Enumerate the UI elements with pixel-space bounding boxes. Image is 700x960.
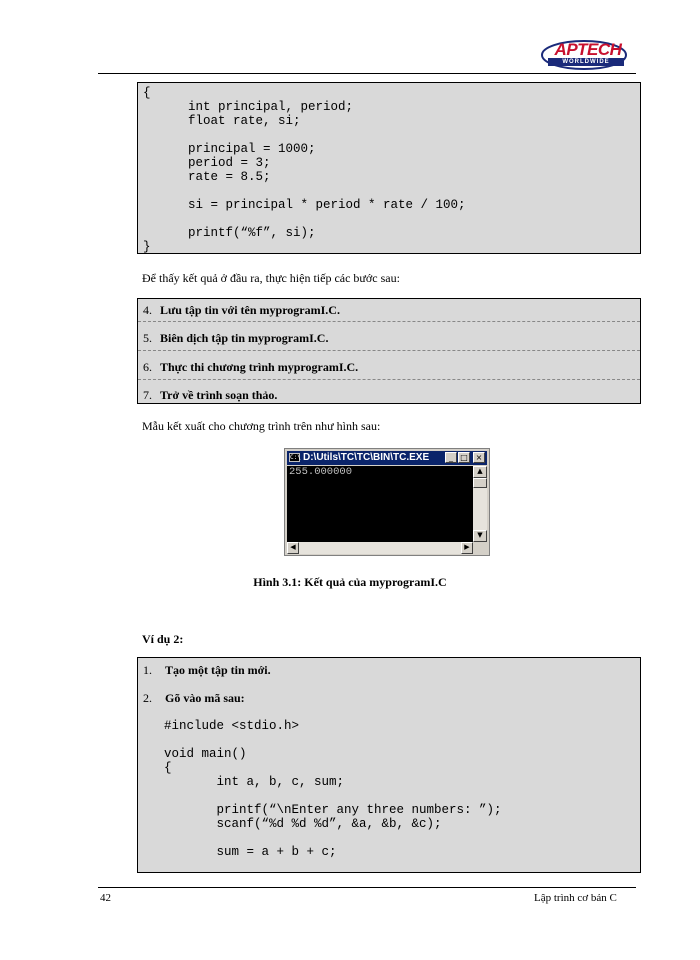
size-grip[interactable] [473, 542, 487, 554]
step-text: Biên dịch tập tin myprogramI.C. [160, 331, 329, 345]
step-divider [138, 321, 640, 322]
code-line: { [164, 761, 172, 775]
console-output: 255.000000 [289, 466, 353, 478]
step-number: 4. [143, 303, 152, 317]
steps-box-1 [137, 298, 641, 404]
logo-text: APTECH [554, 40, 622, 59]
code-line: void main() [164, 747, 247, 761]
code-line: rate = 8.5; [143, 170, 271, 184]
scroll-thumb[interactable] [473, 478, 487, 488]
step-item [143, 663, 271, 678]
step-number: 5. [143, 331, 152, 345]
scroll-down-icon[interactable]: ▼ [473, 530, 487, 542]
step-text: Gõ vào mã sau: [165, 691, 245, 705]
code-block-1 [137, 82, 641, 254]
console-screen [287, 466, 473, 542]
step-divider [138, 350, 640, 351]
step-item [143, 388, 277, 403]
console-app-icon: C:\ [290, 454, 301, 461]
page-number: 42 [100, 892, 111, 904]
step-text: Thực thi chương trình myprogramI.C. [160, 360, 359, 374]
sample-paragraph: Mẫu kết xuất cho chương trình trên như hình sau: [142, 419, 381, 433]
code-line: period = 3; [143, 156, 271, 170]
code-line: si = principal * period * rate / 100; [143, 198, 466, 212]
code-line: float rate, si; [143, 114, 301, 128]
step-divider [138, 379, 640, 380]
vertical-scrollbar[interactable] [473, 466, 487, 542]
step-number: 2. [143, 691, 152, 705]
step-item [143, 303, 340, 318]
code-line: scanf(“%d %d %d”, &a, &b, &c); [164, 817, 442, 831]
step-text: Tạo một tập tin mới. [165, 663, 271, 677]
scroll-left-icon[interactable]: ◀ [287, 542, 299, 554]
logo-subtext: WORLDWIDE [562, 59, 610, 65]
close-button[interactable]: × [473, 452, 485, 463]
code-line: int a, b, c, sum; [164, 775, 345, 789]
step-number: 7. [143, 388, 152, 402]
code-line: { [143, 86, 151, 100]
horizontal-scrollbar[interactable] [287, 542, 473, 554]
example-heading: Ví dụ 2: [142, 632, 184, 646]
scroll-up-icon[interactable]: ▲ [473, 466, 487, 478]
code-line: } [143, 240, 151, 254]
code-line: int principal, period; [143, 100, 354, 114]
maximize-button[interactable]: □ [458, 452, 470, 463]
step-text: Trở về trình soạn thảo. [160, 388, 278, 402]
step-item [143, 691, 245, 706]
code-line: printf(“\nEnter any three numbers: ”); [164, 803, 502, 817]
code-line: #include <stdio.h> [164, 719, 300, 733]
code-line: sum = a + b + c; [164, 845, 337, 859]
code-block-1-text [143, 86, 466, 254]
minimize-button[interactable]: _ [445, 452, 457, 463]
book-title: Lập trình cơ bản C [534, 892, 617, 904]
console-title-bar [287, 451, 487, 465]
scroll-right-icon[interactable]: ▶ [461, 542, 473, 554]
code-line: printf(“%f”, si); [143, 226, 316, 240]
figure-caption: Hình 3.1: Kết quả của myprogramI.C [253, 575, 447, 589]
code-line: principal = 1000; [143, 142, 316, 156]
step-number: 1. [143, 663, 152, 677]
step-text: Lưu tập tin với tên myprogramI.C. [160, 303, 340, 317]
aptech-logo [538, 38, 634, 72]
code-block-2 [137, 657, 641, 873]
console-title: D:\Utils\TC\TC\BIN\TC.EXE [303, 452, 430, 463]
footer-rule [98, 887, 636, 888]
step-item [143, 331, 328, 346]
header-rule [98, 73, 636, 74]
console-window [284, 448, 490, 556]
step-item [143, 360, 358, 375]
intro-paragraph: Để thấy kết quả ở đầu ra, thực hiện tiếp các bước sau: [142, 271, 400, 285]
code-block-2-text [164, 719, 502, 859]
step-number: 6. [143, 360, 152, 374]
